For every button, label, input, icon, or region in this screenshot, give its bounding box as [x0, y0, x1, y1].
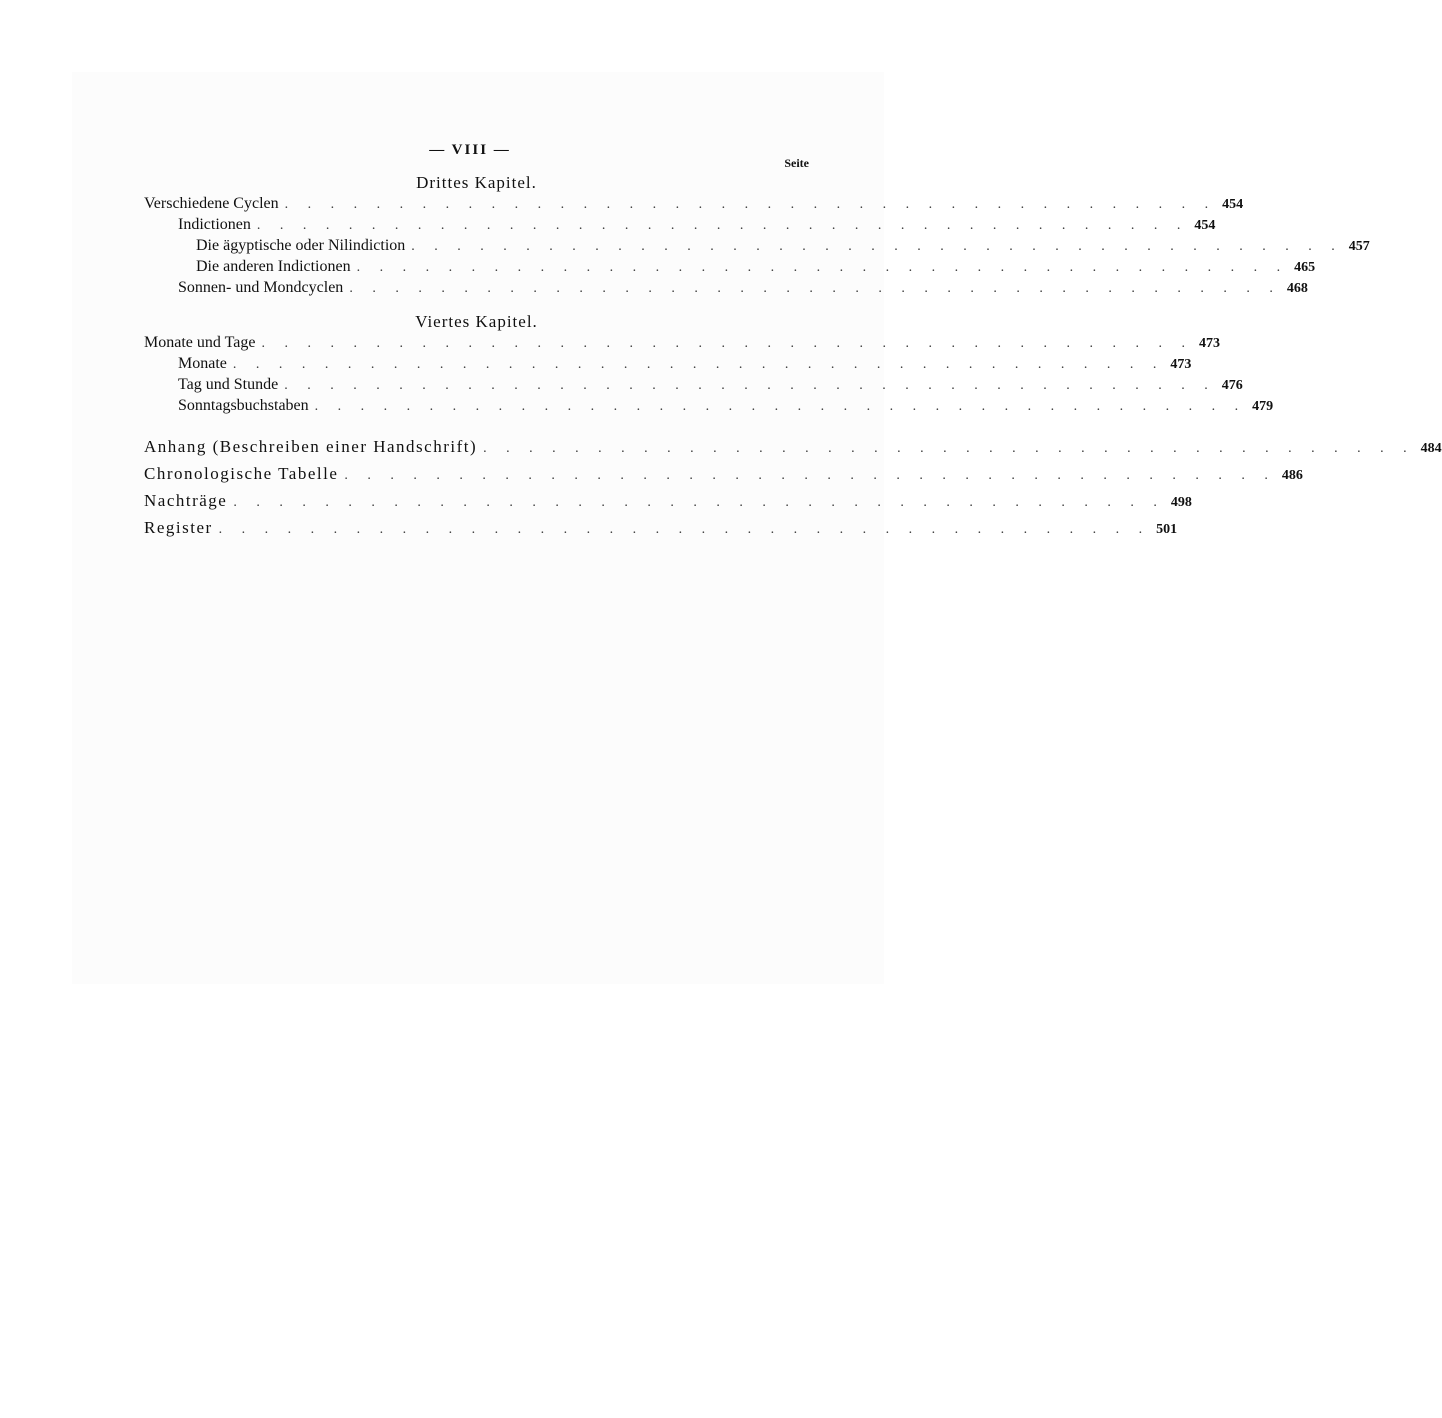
leader-dots: . . . . . . . . . . . . . . . . . . . . . . . . . . . . . . . . . . . . . . . . . — [284, 197, 1217, 212]
toc-entry[interactable] — [144, 334, 1220, 354]
seite-column-label: Seite — [784, 156, 809, 170]
toc-entry-page: 501 — [1156, 522, 1178, 537]
leader-dots: . . . . . . . . . . . . . . . . . . . . . . . . . . . . . . . . . . . . . . . . . — [233, 495, 1165, 510]
leader-dots: . . . . . . . . . . . . . . . . . . . . . . . . . . . . . . . . . . . . . . . . . — [256, 218, 1189, 233]
toc-entry[interactable] — [144, 464, 1303, 484]
toc-entry[interactable] — [196, 237, 1370, 257]
toc-entry-label: Monate und Tage — [144, 334, 256, 351]
toc-entry-page: 484 — [1420, 441, 1442, 456]
leader-dots: . . . . . . . . . . . . . . . . . . . . . . . . . . . . . . . . . . . . . . . . . — [344, 468, 1276, 483]
toc-entry[interactable] — [144, 195, 1244, 215]
toc-entry[interactable] — [178, 216, 1216, 236]
leader-dots: . . . . . . . . . . . . . . . . . . . . . . . . . . . . . . . . . . . . . . . . . — [232, 357, 1165, 372]
leader-dots: . . . . . . . . . . . . . . . . . . . . . . . . . . . . . . . . . . . . . . . . . — [284, 378, 1216, 393]
toc-entry-page: 479 — [1252, 399, 1274, 414]
toc-entry-label: Die ägyptische oder Nilindiction — [196, 237, 406, 254]
toc-entry-label: Monate — [178, 355, 227, 372]
toc-entry[interactable] — [178, 279, 1308, 299]
leader-dots: . . . . . . . . . . . . . . . . . . . . . . . . . . . . . . . . . . . . . . . . . — [356, 260, 1289, 275]
toc-entry-page: 473 — [1170, 357, 1192, 372]
toc-entry[interactable] — [178, 355, 1192, 375]
toc-entry-label: Tag und Stunde — [178, 376, 279, 393]
chapter-title-viertes: Viertes Kapitel. — [415, 312, 538, 331]
toc-entry[interactable] — [144, 518, 1178, 538]
leader-dots: . . . . . . . . . . . . . . . . . . . . . . . . . . . . . . . . . . . . . . . . . — [218, 522, 1151, 537]
toc-entry-label: Sonntagsbuchstaben — [178, 397, 309, 414]
toc-entry-label: Indictionen — [178, 216, 251, 233]
toc-entry-label: Die anderen Indictionen — [196, 258, 351, 275]
toc-entry-label: Register — [144, 518, 213, 537]
toc-entry-page: 476 — [1221, 378, 1243, 393]
toc-entry-page: 465 — [1294, 260, 1316, 275]
toc-entry[interactable] — [144, 437, 1442, 457]
toc-entry-label: Anhang (Beschreiben einer Handschrift) — [144, 437, 478, 456]
leader-dots: . . . . . . . . . . . . . . . . . . . . . . . . . . . . . . . . . . . . . . . . . — [314, 399, 1247, 414]
toc-entry-label: Nachträge — [144, 491, 228, 510]
toc-entry[interactable] — [178, 397, 1274, 417]
toc-entry-page: 498 — [1170, 495, 1192, 510]
toc-entry-page: 486 — [1281, 468, 1303, 483]
toc-entry[interactable] — [144, 491, 1192, 511]
chapter-title-drittes: Drittes Kapitel. — [416, 173, 537, 192]
leader-dots: . . . . . . . . . . . . . . . . . . . . . . . . . . . . . . . . . . . . . . . . . — [483, 441, 1415, 456]
toc-entry-page: 454 — [1222, 197, 1244, 212]
toc-entry[interactable] — [178, 376, 1243, 396]
leader-dots: . . . . . . . . . . . . . . . . . . . . . . . . . . . . . . . . . . . . . . . . . — [349, 281, 1281, 296]
toc-entry-page: 468 — [1286, 281, 1308, 296]
toc-entry-page: 457 — [1348, 239, 1370, 254]
toc-entry[interactable] — [196, 258, 1316, 278]
leader-dots: . . . . . . . . . . . . . . . . . . . . . . . . . . . . . . . . . . . . . . . . . — [261, 336, 1193, 351]
leader-dots: . . . . . . . . . . . . . . . . . . . . . . . . . . . . . . . . . . . . . . . . . — [411, 239, 1343, 254]
toc-entry-page: 473 — [1198, 336, 1220, 351]
page-number: — VIII — — [429, 142, 511, 158]
toc-entry-label: Sonnen- und Mondcyclen — [178, 279, 344, 296]
toc-entry-page: 454 — [1194, 218, 1216, 233]
toc-entry-label: Chronologische Tabelle — [144, 464, 339, 483]
toc-entry-label: Verschiedene Cyclen — [144, 195, 279, 212]
